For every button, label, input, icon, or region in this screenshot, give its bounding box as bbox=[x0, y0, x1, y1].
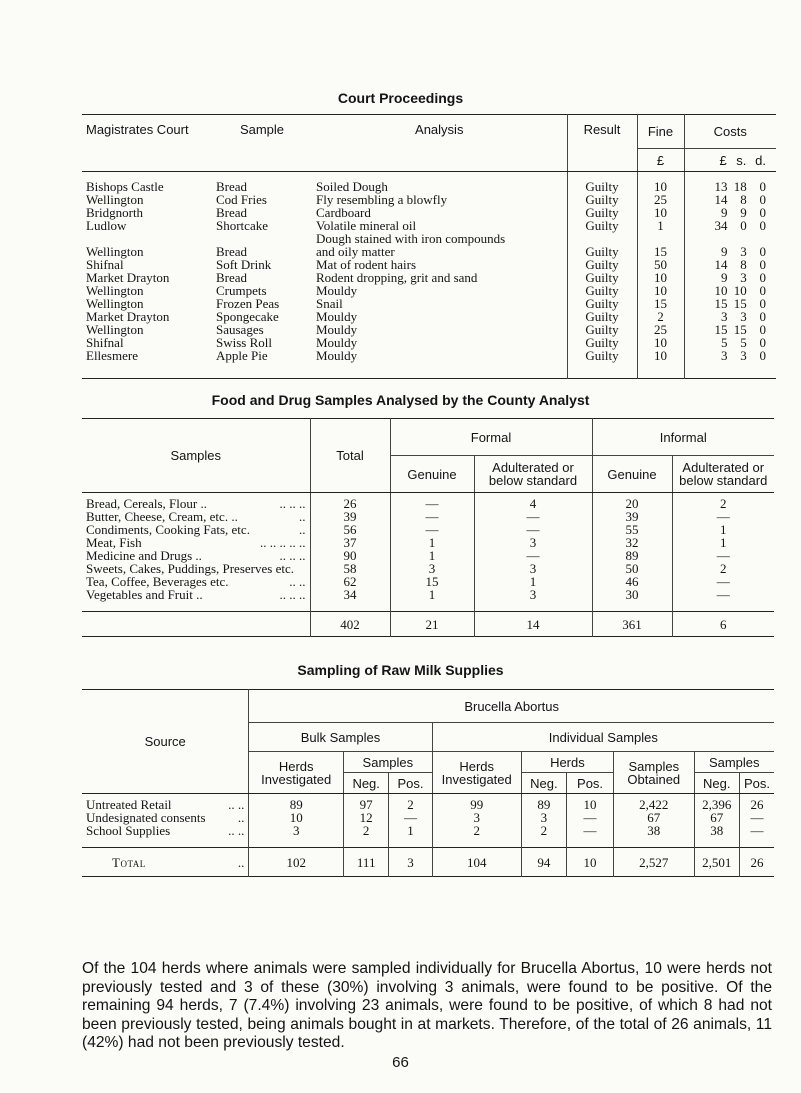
court-row bbox=[82, 172, 776, 194]
result-cell: Guilty bbox=[567, 297, 637, 310]
result-cell: Guilty bbox=[567, 206, 637, 219]
informal-genuine-cell: 32 bbox=[592, 536, 672, 549]
costs-shillings: 3 bbox=[740, 270, 747, 285]
food-sample-dots: .. .. .. .. .. bbox=[260, 535, 306, 550]
result-cell: Guilty bbox=[567, 349, 637, 379]
header-samples: Samples bbox=[82, 419, 310, 493]
food-drug-totals-row bbox=[82, 612, 774, 637]
result-cell: Guilty bbox=[567, 258, 637, 271]
fine-cell: 15 bbox=[637, 232, 684, 258]
header-samples-neg: Neg. bbox=[694, 773, 739, 794]
analysis-line: Dough stained with iron compounds bbox=[316, 231, 506, 246]
herds-neg-cell: 89 bbox=[521, 794, 566, 812]
costs-pounds: 13 bbox=[714, 179, 728, 194]
costs-shillings: 8 bbox=[740, 257, 747, 272]
costs-shillings: 3 bbox=[740, 244, 747, 259]
costs-pounds: 5 bbox=[721, 335, 728, 350]
header-result: Result bbox=[567, 115, 637, 172]
header-formal-genuine: Genuine bbox=[390, 456, 474, 493]
costs-shillings: 15 bbox=[733, 322, 747, 337]
fine-cell: 2 bbox=[637, 310, 684, 323]
individual-herds-cell: 2 bbox=[432, 824, 521, 848]
formal-genuine-cell: 15 bbox=[390, 575, 474, 588]
milk-row bbox=[82, 824, 774, 848]
food-sample-label: Meat, Fish bbox=[86, 535, 142, 550]
informal-genuine-cell: 39 bbox=[592, 510, 672, 523]
food-total-cell: 56 bbox=[310, 523, 390, 536]
bulk-pos-cell: — bbox=[389, 811, 432, 824]
food-sample-label: Condiments, Cooking Fats, etc. bbox=[86, 522, 250, 537]
court-cell: Ellesmere bbox=[86, 348, 138, 363]
formal-genuine-cell: 1 bbox=[390, 549, 474, 562]
sample-cell: Apple Pie bbox=[216, 348, 268, 363]
formal-adulterated-cell: 3 bbox=[474, 588, 592, 612]
analysis-line: Rodent dropping, grit and sand bbox=[316, 270, 478, 285]
milk-row bbox=[82, 811, 774, 824]
court-cell: Wellington bbox=[86, 296, 144, 311]
sample-cell: Cod Fries bbox=[216, 192, 267, 207]
informal-adulterated-cell: 1 bbox=[672, 536, 774, 549]
header-individual-samples-sub: Samples bbox=[694, 752, 774, 773]
court-cell: Bishops Castle bbox=[86, 179, 164, 194]
analysis-cell bbox=[312, 172, 567, 194]
fine-cell: 10 bbox=[637, 271, 684, 284]
result-cell: Guilty bbox=[567, 271, 637, 284]
court-proceedings-table bbox=[82, 114, 776, 379]
formal-adulterated-cell: — bbox=[474, 523, 592, 536]
header-herds-neg: Neg. bbox=[521, 773, 566, 794]
header-individual-samples: Individual Samples bbox=[432, 723, 774, 752]
result-cell: Guilty bbox=[567, 193, 637, 206]
costs-pence: 0 bbox=[759, 335, 766, 350]
costs-pounds: 9 bbox=[721, 205, 728, 220]
informal-genuine-cell: 55 bbox=[592, 523, 672, 536]
court-row bbox=[82, 323, 776, 336]
milk-total-label-cell bbox=[82, 848, 249, 877]
costs-pounds: 14 bbox=[714, 192, 728, 207]
milk-source-label: Undesignated consents bbox=[86, 810, 206, 825]
costs-pounds: 10 bbox=[714, 283, 728, 298]
header-source: Source bbox=[82, 690, 249, 794]
herds-neg-cell: 2 bbox=[521, 824, 566, 848]
court-row bbox=[82, 349, 776, 379]
milk-total-herds-neg: 94 bbox=[521, 848, 566, 877]
fine-cell: 15 bbox=[637, 297, 684, 310]
milk-row bbox=[82, 794, 774, 812]
total-formal-genuine: 21 bbox=[390, 612, 474, 637]
costs-shillings: 15 bbox=[733, 296, 747, 311]
food-sample-label: Sweets, Cakes, Puddings, Preserves etc. bbox=[86, 561, 294, 576]
court-cell: Ludlow bbox=[86, 218, 127, 233]
bulk-pos-cell: 1 bbox=[389, 824, 432, 848]
bulk-herds-cell: 10 bbox=[249, 811, 344, 824]
food-sample-label: Butter, Cheese, Cream, etc. .. bbox=[86, 509, 238, 524]
food-sample-cell bbox=[82, 588, 310, 612]
result-cell: Guilty bbox=[567, 336, 637, 349]
costs-shillings: 10 bbox=[733, 283, 747, 298]
herds-pos-cell: — bbox=[567, 824, 614, 848]
court-cell: Shifnal bbox=[86, 257, 124, 272]
food-sample-dots: .. bbox=[299, 509, 306, 524]
costs-pounds: 3 bbox=[721, 309, 728, 324]
formal-adulterated-cell: 3 bbox=[474, 562, 592, 575]
analysis-line: Snail bbox=[316, 296, 343, 311]
analysis-cell bbox=[312, 284, 567, 297]
milk-source-dots: .. .. bbox=[228, 823, 245, 838]
milk-total-label: Total bbox=[112, 854, 146, 870]
analysis-line: Mouldy bbox=[316, 309, 358, 324]
food-drug-table bbox=[82, 418, 774, 637]
milk-total-samples-obtained: 2,527 bbox=[614, 848, 694, 877]
informal-genuine-cell: 30 bbox=[592, 588, 672, 612]
food-sample-label: Tea, Coffee, Beverages etc. bbox=[86, 574, 229, 589]
header-fine: Fine bbox=[637, 115, 684, 149]
costs-cell bbox=[684, 232, 776, 258]
header-brucella-abortus: Brucella Abortus bbox=[249, 690, 774, 723]
costs-pounds: 14 bbox=[714, 257, 728, 272]
formal-genuine-cell: 1 bbox=[390, 588, 474, 612]
fine-cell: 25 bbox=[637, 323, 684, 336]
costs-shillings: 3 bbox=[740, 309, 747, 324]
header-bulk-pos: Pos. bbox=[389, 773, 432, 794]
milk-source-dots: .. bbox=[237, 810, 245, 825]
fine-cell: 10 bbox=[637, 206, 684, 219]
header-formal-adulterated: Adulterated or below standard bbox=[474, 456, 592, 493]
court-cell: Bridgnorth bbox=[86, 205, 144, 220]
costs-shillings: 9 bbox=[740, 205, 747, 220]
fine-cell: 10 bbox=[637, 336, 684, 349]
costs-pence: 0 bbox=[759, 270, 766, 285]
total-all: 402 bbox=[310, 612, 390, 637]
costs-shillings: 0 bbox=[740, 218, 747, 233]
costs-pounds: 34 bbox=[714, 218, 728, 233]
costs-pence: 0 bbox=[759, 348, 766, 363]
milk-total-dots: .. bbox=[237, 854, 245, 870]
bulk-pos-cell: 2 bbox=[389, 794, 432, 812]
analysis-line: Fly resembling a blowfly bbox=[316, 192, 448, 207]
unit-shillings: s. bbox=[736, 152, 747, 168]
costs-pence: 0 bbox=[759, 192, 766, 207]
food-sample-cell bbox=[82, 493, 310, 511]
header-magistrates-court: Magistrates Court bbox=[82, 115, 212, 172]
food-sample-dots: .. .. .. bbox=[279, 587, 306, 602]
court-row bbox=[82, 284, 776, 297]
bulk-herds-cell: 3 bbox=[249, 824, 344, 848]
fine-cell: 10 bbox=[637, 172, 684, 194]
milk-total-bulk-pos: 3 bbox=[389, 848, 432, 877]
food-row bbox=[82, 588, 774, 612]
analysis-line: Mat of rodent hairs bbox=[316, 257, 417, 272]
informal-adulterated-cell: — bbox=[672, 575, 774, 588]
fine-cell: 25 bbox=[637, 193, 684, 206]
food-total-cell: 37 bbox=[310, 536, 390, 549]
raw-milk-title: Sampling of Raw Milk Supplies bbox=[297, 662, 504, 678]
header-informal-genuine: Genuine bbox=[592, 456, 672, 493]
analysis-cell bbox=[312, 232, 567, 258]
header-herds-pos: Pos. bbox=[567, 773, 614, 794]
court-cell: Market Drayton bbox=[86, 270, 170, 285]
food-total-cell: 90 bbox=[310, 549, 390, 562]
costs-pounds: 9 bbox=[721, 270, 728, 285]
individual-herds-cell: 3 bbox=[432, 811, 521, 824]
analysis-line: Mouldy bbox=[316, 322, 358, 337]
informal-adulterated-cell: 1 bbox=[672, 523, 774, 536]
brucella-summary-paragraph: Of the 104 herds where animals were sampled individually for Brucella Abortus, 10 were herds not previously tested and 3 of these (30%) involving 3 animals, were found to be positive. Of the remaining 94 herds, 7 (7.4%) involving 23 animals, were found to be positive, of which 8 had not been previously tested, being animals bought in at markets. Therefore, of the total of 26 animals, 11 (42%) had not been previously tested. bbox=[82, 960, 772, 1051]
formal-genuine-cell: 1 bbox=[390, 536, 474, 549]
header-bulk-neg: Neg. bbox=[344, 773, 389, 794]
food-sample-dots: .. bbox=[299, 522, 306, 537]
header-samples-pos: Pos. bbox=[739, 773, 774, 794]
herds-pos-cell: 10 bbox=[567, 794, 614, 812]
header-costs-units bbox=[684, 149, 776, 172]
informal-adulterated-cell: 2 bbox=[672, 562, 774, 575]
costs-shillings: 8 bbox=[740, 192, 747, 207]
total-informal-genuine: 361 bbox=[592, 612, 672, 637]
food-drug-title: Food and Drug Samples Analysed by the County Analyst bbox=[211, 392, 590, 408]
costs-pence: 0 bbox=[759, 309, 766, 324]
result-cell: Guilty bbox=[567, 323, 637, 336]
result-cell: Guilty bbox=[567, 284, 637, 297]
formal-genuine-cell: — bbox=[390, 523, 474, 536]
court-row bbox=[82, 297, 776, 310]
header-formal: Formal bbox=[390, 419, 592, 456]
samples-pos-cell: — bbox=[739, 824, 774, 848]
costs-pence: 0 bbox=[759, 257, 766, 272]
bulk-neg-cell: 12 bbox=[344, 811, 389, 824]
raw-milk-rows bbox=[82, 794, 774, 848]
totals-label-cell bbox=[82, 612, 310, 637]
food-sample-dots: .. .. .. bbox=[279, 496, 306, 511]
header-sample: Sample bbox=[212, 115, 312, 172]
milk-source-cell bbox=[82, 824, 249, 848]
milk-total-herds-pos: 10 bbox=[567, 848, 614, 877]
informal-adulterated-cell: — bbox=[672, 510, 774, 523]
court-row bbox=[82, 310, 776, 323]
food-sample-dots: .. .. .. bbox=[279, 548, 306, 563]
costs-pence: 0 bbox=[759, 179, 766, 194]
samples-pos-cell: — bbox=[739, 811, 774, 824]
formal-genuine-cell: — bbox=[390, 510, 474, 523]
informal-genuine-cell: 46 bbox=[592, 575, 672, 588]
analysis-cell bbox=[312, 349, 567, 379]
analysis-line: Mouldy bbox=[316, 335, 358, 350]
costs-shillings: 18 bbox=[733, 179, 747, 194]
analysis-line: Mouldy bbox=[316, 348, 358, 363]
samples-neg-cell: 2,396 bbox=[694, 794, 739, 812]
sample-cell: Bread bbox=[216, 270, 248, 285]
header-herds: Herds bbox=[521, 752, 613, 773]
court-row bbox=[82, 271, 776, 284]
result-cell: Guilty bbox=[567, 219, 637, 232]
sample-cell: Bread bbox=[216, 179, 248, 194]
costs-pence: 0 bbox=[759, 322, 766, 337]
fine-cell: 10 bbox=[637, 284, 684, 297]
bulk-neg-cell: 97 bbox=[344, 794, 389, 812]
court-row bbox=[82, 232, 776, 258]
court-cell: Wellington bbox=[86, 322, 144, 337]
food-total-cell: 62 bbox=[310, 575, 390, 588]
informal-adulterated-cell: 2 bbox=[672, 493, 774, 511]
costs-pence: 0 bbox=[759, 218, 766, 233]
analysis-line: Volatile mineral oil bbox=[316, 218, 417, 233]
total-informal-adulterated: 6 bbox=[672, 612, 774, 637]
header-informal-adulterated: Adulterated or below standard bbox=[672, 456, 774, 493]
header-samples-obtained: Samples Obtained bbox=[614, 752, 694, 794]
milk-total-bulk-herds: 102 bbox=[249, 848, 344, 877]
court-row bbox=[82, 193, 776, 206]
header-total: Total bbox=[310, 419, 390, 493]
formal-genuine-cell: — bbox=[390, 493, 474, 511]
analysis-line: and oily matter bbox=[316, 244, 395, 259]
costs-pounds: 15 bbox=[714, 322, 728, 337]
samples-obtained-cell: 38 bbox=[614, 824, 694, 848]
header-bulk-samples-sub: Samples bbox=[344, 752, 433, 773]
court-row bbox=[82, 336, 776, 349]
sample-cell: Frozen Peas bbox=[216, 296, 280, 311]
informal-adulterated-cell: — bbox=[672, 549, 774, 562]
costs-shillings: 5 bbox=[740, 335, 747, 350]
header-costs: Costs bbox=[684, 115, 776, 149]
analysis-line: Mouldy bbox=[316, 283, 358, 298]
result-cell: Guilty bbox=[567, 172, 637, 194]
court-cell: Market Drayton bbox=[86, 309, 170, 324]
sample-cell: Bread bbox=[216, 205, 248, 220]
costs-cell bbox=[684, 349, 776, 379]
court-cell: Wellington bbox=[86, 192, 144, 207]
result-cell: Guilty bbox=[567, 232, 637, 258]
analysis-line: Cardboard bbox=[316, 205, 371, 220]
food-sample-label: Vegetables and Fruit .. bbox=[86, 587, 203, 602]
samples-neg-cell: 67 bbox=[694, 811, 739, 824]
milk-total-samples-pos: 26 bbox=[739, 848, 774, 877]
milk-source-dots: .. .. bbox=[228, 797, 245, 812]
informal-genuine-cell: 50 bbox=[592, 562, 672, 575]
informal-adulterated-cell: — bbox=[672, 588, 774, 612]
formal-adulterated-cell: — bbox=[474, 549, 592, 562]
costs-pence: 0 bbox=[759, 283, 766, 298]
food-sample-dots: .. .. bbox=[289, 574, 306, 589]
informal-genuine-cell: 89 bbox=[592, 549, 672, 562]
food-drug-rows bbox=[82, 493, 774, 612]
court-cell: Wellington bbox=[86, 244, 144, 259]
header-bulk-samples: Bulk Samples bbox=[249, 723, 432, 752]
costs-shillings: 3 bbox=[740, 348, 747, 363]
herds-neg-cell: 3 bbox=[521, 811, 566, 824]
court-proceedings-rows bbox=[82, 172, 776, 379]
sample-cell: Shortcake bbox=[216, 218, 268, 233]
costs-pounds: 3 bbox=[721, 348, 728, 363]
food-total-cell: 34 bbox=[310, 588, 390, 612]
sample-cell: Sausages bbox=[216, 322, 264, 337]
formal-genuine-cell: 3 bbox=[390, 562, 474, 575]
court-proceedings-title: Court Proceedings bbox=[337, 90, 464, 106]
formal-adulterated-cell: 4 bbox=[474, 493, 592, 511]
milk-source-label: School Supplies bbox=[86, 823, 171, 838]
sample-cell: Bread bbox=[216, 244, 248, 259]
costs-pence: 0 bbox=[759, 244, 766, 259]
milk-source-cell bbox=[82, 794, 249, 812]
header-individual-herds-investigated: Herds Investigated bbox=[432, 752, 521, 794]
costs-pence: 0 bbox=[759, 205, 766, 220]
food-total-cell: 26 bbox=[310, 493, 390, 511]
sample-cell: Crumpets bbox=[216, 283, 267, 298]
analysis-line: Soiled Dough bbox=[316, 179, 388, 194]
sample-cell: Soft Drink bbox=[216, 257, 272, 272]
unit-pence: d. bbox=[755, 152, 766, 168]
header-bulk-herds-investigated: Herds Investigated bbox=[249, 752, 344, 794]
unit-pounds: £ bbox=[719, 152, 727, 168]
sample-cell: Swiss Roll bbox=[216, 335, 272, 350]
fine-cell: 10 bbox=[637, 349, 684, 379]
court-row bbox=[82, 206, 776, 219]
header-informal: Informal bbox=[592, 419, 774, 456]
page-number: 66 bbox=[392, 1054, 409, 1071]
header-fine-unit: £ bbox=[637, 149, 684, 172]
informal-genuine-cell: 20 bbox=[592, 493, 672, 511]
food-total-cell: 39 bbox=[310, 510, 390, 523]
milk-total-samples-neg: 2,501 bbox=[694, 848, 739, 877]
food-sample-label: Bread, Cereals, Flour .. bbox=[86, 496, 207, 511]
fine-cell: 50 bbox=[637, 258, 684, 271]
food-row bbox=[82, 523, 774, 536]
header-analysis: Analysis bbox=[312, 115, 567, 172]
milk-total-bulk-neg: 111 bbox=[344, 848, 389, 877]
costs-cell bbox=[684, 172, 776, 194]
milk-total-individual-herds: 104 bbox=[432, 848, 521, 877]
herds-pos-cell: — bbox=[567, 811, 614, 824]
court-cell: Wellington bbox=[86, 283, 144, 298]
formal-adulterated-cell: 3 bbox=[474, 536, 592, 549]
formal-adulterated-cell: — bbox=[474, 510, 592, 523]
samples-obtained-cell: 2,422 bbox=[614, 794, 694, 812]
food-row bbox=[82, 493, 774, 511]
samples-neg-cell: 38 bbox=[694, 824, 739, 848]
costs-cell bbox=[684, 219, 776, 232]
formal-adulterated-cell: 1 bbox=[474, 575, 592, 588]
fine-cell: 1 bbox=[637, 219, 684, 232]
individual-herds-cell: 99 bbox=[432, 794, 521, 812]
costs-pence: 0 bbox=[759, 296, 766, 311]
samples-pos-cell: 26 bbox=[739, 794, 774, 812]
costs-pounds: 9 bbox=[721, 244, 728, 259]
costs-pounds: 15 bbox=[714, 296, 728, 311]
raw-milk-totals-row bbox=[82, 848, 774, 877]
result-cell: Guilty bbox=[567, 310, 637, 323]
sample-cell: Spongecake bbox=[216, 309, 279, 324]
milk-source-label: Untreated Retail bbox=[86, 797, 172, 812]
food-sample-label: Medicine and Drugs .. bbox=[86, 548, 202, 563]
bulk-herds-cell: 89 bbox=[249, 794, 344, 812]
food-total-cell: 58 bbox=[310, 562, 390, 575]
bulk-neg-cell: 2 bbox=[344, 824, 389, 848]
court-cell: Shifnal bbox=[86, 335, 124, 350]
samples-obtained-cell: 67 bbox=[614, 811, 694, 824]
total-formal-adulterated: 14 bbox=[474, 612, 592, 637]
raw-milk-table bbox=[82, 689, 774, 877]
